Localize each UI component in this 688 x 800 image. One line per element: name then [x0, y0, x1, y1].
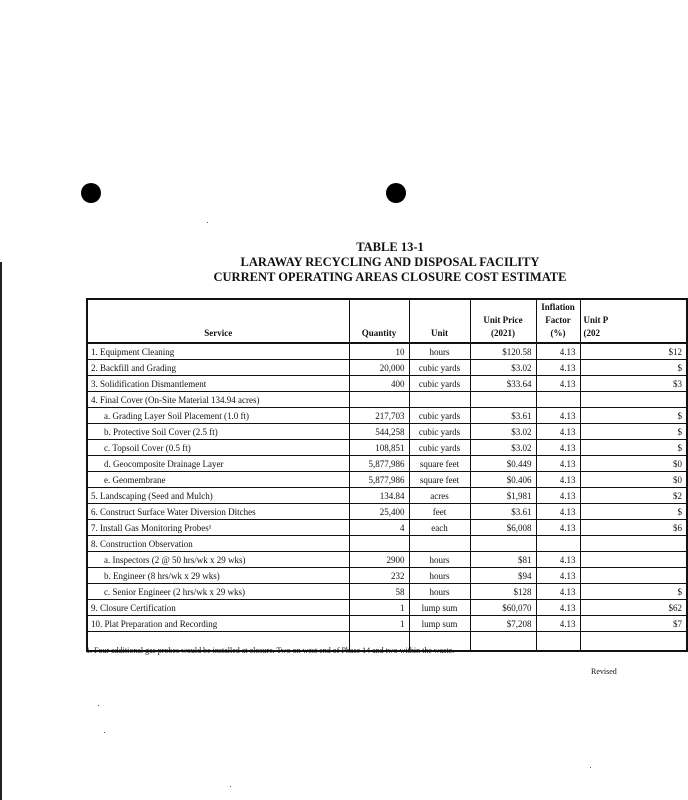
- cell-service: b. Protective Soil Cover (2.5 ft): [87, 424, 349, 440]
- cell-quantity: [349, 536, 409, 552]
- table-body: [87, 343, 687, 651]
- cell-unit: square feet: [409, 472, 470, 488]
- cell-quantity: 10: [349, 343, 409, 360]
- cell-quantity: 544,258: [349, 424, 409, 440]
- cell-unit: lump sum: [409, 616, 470, 632]
- scan-speck: [230, 786, 231, 787]
- cell-service: a. Grading Layer Soil Placement (1.0 ft): [87, 408, 349, 424]
- cell-inflation: [536, 392, 580, 408]
- cell-quantity: 2900: [349, 552, 409, 568]
- cell-unit-price-cut: $0: [580, 472, 687, 488]
- cell-unit-price: $94: [470, 568, 536, 584]
- header-unit-price-line2: (2021): [491, 328, 515, 338]
- punch-hole-left: [81, 183, 101, 203]
- scan-speck: [98, 705, 99, 706]
- cell-quantity: 20,000: [349, 360, 409, 376]
- footnote: 1. Four additional gas probes would be installed at closure. Two on west end of Phase 14 and two within the waste.: [86, 646, 455, 655]
- cell-inflation: 4.13: [536, 616, 580, 632]
- table-row: [87, 343, 687, 360]
- cell-service: d. Geocomposite Drainage Layer: [87, 456, 349, 472]
- cell-unit-price: $3.02: [470, 440, 536, 456]
- cell-unit: hours: [409, 343, 470, 360]
- cell-quantity: 108,851: [349, 440, 409, 456]
- cell-inflation: 4.13: [536, 424, 580, 440]
- cell-inflation: 4.13: [536, 584, 580, 600]
- cell-quantity: 25,400: [349, 504, 409, 520]
- cell-quantity: 58: [349, 584, 409, 600]
- cell-unit-price-cut: $12: [580, 343, 687, 360]
- cell-unit-price-cut: $: [580, 408, 687, 424]
- cell-inflation: 4.13: [536, 472, 580, 488]
- cell-unit: cubic yards: [409, 424, 470, 440]
- cell-unit-price-cut: $6: [580, 520, 687, 536]
- cell-unit-price-cut: $: [580, 584, 687, 600]
- cell-inflation: 4.13: [536, 376, 580, 392]
- table-row: [87, 552, 687, 568]
- cell-unit: [409, 536, 470, 552]
- cell-service: 3. Solidification Dismantlement: [87, 376, 349, 392]
- cell-unit-price: [470, 536, 536, 552]
- cell-unit-price: $7,208: [470, 616, 536, 632]
- scan-speck: [590, 767, 591, 768]
- cell-unit: feet: [409, 504, 470, 520]
- cell-inflation: 4.13: [536, 456, 580, 472]
- cell-unit-price: $3.02: [470, 360, 536, 376]
- cell-service: 5. Landscaping (Seed and Mulch): [87, 488, 349, 504]
- blank-cell: [470, 632, 536, 652]
- cell-unit: hours: [409, 552, 470, 568]
- table-row: [87, 472, 687, 488]
- cell-inflation: 4.13: [536, 408, 580, 424]
- page-edge-line: [0, 262, 2, 800]
- cell-service: 10. Plat Preparation and Recording: [87, 616, 349, 632]
- table-row: [87, 616, 687, 632]
- header-inflation: [536, 299, 580, 343]
- cell-unit: cubic yards: [409, 376, 470, 392]
- cell-quantity: 217,703: [349, 408, 409, 424]
- table-row: [87, 488, 687, 504]
- header-inflation-line2: Factor: [545, 315, 571, 325]
- cell-unit-price-cut: [580, 568, 687, 584]
- cell-unit-price: $3.02: [470, 424, 536, 440]
- cell-inflation: 4.13: [536, 520, 580, 536]
- cell-service: c. Topsoil Cover (0.5 ft): [87, 440, 349, 456]
- cell-unit-price: $33.64: [470, 376, 536, 392]
- cell-unit-price-cut: $: [580, 424, 687, 440]
- cell-inflation: 4.13: [536, 504, 580, 520]
- cell-service: 9. Closure Certification: [87, 600, 349, 616]
- cell-quantity: 1: [349, 616, 409, 632]
- header-unit-price-cut-line1: Unit P: [583, 315, 609, 325]
- header-row: [87, 299, 687, 343]
- cell-unit-price-cut: $62: [580, 600, 687, 616]
- cell-quantity: 5,877,986: [349, 472, 409, 488]
- cell-inflation: 4.13: [536, 360, 580, 376]
- cell-unit-price-cut: $: [580, 360, 687, 376]
- cell-unit-price-cut: [580, 392, 687, 408]
- cell-inflation: 4.13: [536, 440, 580, 456]
- cell-unit-price: $3.61: [470, 504, 536, 520]
- header-unit-price-line1: Unit Price: [483, 315, 523, 325]
- header-unit-price-cut: [580, 299, 687, 343]
- header-unit-price-cut-line2: (202: [583, 328, 600, 338]
- cell-unit-price-cut: $7: [580, 616, 687, 632]
- cell-quantity: 5,877,986: [349, 456, 409, 472]
- cell-unit-price: $120.58: [470, 343, 536, 360]
- cell-unit-price-cut: [580, 552, 687, 568]
- table-row: [87, 376, 687, 392]
- cell-unit-price-cut: $0: [580, 456, 687, 472]
- cell-unit-price: $1,981: [470, 488, 536, 504]
- header-unit: Unit: [409, 299, 470, 343]
- cell-quantity: [349, 392, 409, 408]
- cell-unit: hours: [409, 568, 470, 584]
- cell-service: b. Engineer (8 hrs/wk x 29 wks): [87, 568, 349, 584]
- cell-unit-price-cut: $3: [580, 376, 687, 392]
- cell-unit-price: $60,070: [470, 600, 536, 616]
- punch-hole-right: [386, 183, 406, 203]
- table-row: [87, 520, 687, 536]
- table-row: [87, 568, 687, 584]
- cell-unit-price-cut: $: [580, 504, 687, 520]
- cell-quantity: 134.84: [349, 488, 409, 504]
- cell-inflation: 4.13: [536, 568, 580, 584]
- cell-inflation: 4.13: [536, 552, 580, 568]
- table-row: [87, 408, 687, 424]
- table-row: [87, 536, 687, 552]
- cell-service: e. Geomembrane: [87, 472, 349, 488]
- cell-inflation: 4.13: [536, 488, 580, 504]
- table-row: [87, 456, 687, 472]
- table-row: [87, 360, 687, 376]
- cell-service: 6. Construct Surface Water Diversion Ditches: [87, 504, 349, 520]
- cell-service: 1. Equipment Cleaning: [87, 343, 349, 360]
- header-inflation-line3: (%): [550, 328, 566, 338]
- blank-cell: [536, 632, 580, 652]
- table-row: [87, 424, 687, 440]
- cell-service: 4. Final Cover (On-Site Material 134.94 acres): [87, 392, 349, 408]
- cell-unit-price-cut: [580, 536, 687, 552]
- scan-speck: [207, 222, 208, 223]
- cell-unit: cubic yards: [409, 408, 470, 424]
- table-number: TABLE 13-1: [356, 240, 424, 254]
- table-row: [87, 392, 687, 408]
- cost-estimate-table-wrapper: [86, 298, 682, 636]
- cell-unit-price: $0.449: [470, 456, 536, 472]
- cell-unit-price: $0.406: [470, 472, 536, 488]
- table-row: [87, 600, 687, 616]
- cell-unit: [409, 392, 470, 408]
- revised-note: Revised: [591, 667, 617, 676]
- cell-unit-price-cut: $: [580, 440, 687, 456]
- header-inflation-line1: Inflation: [541, 302, 575, 312]
- cell-service: 7. Install Gas Monitoring Probes¹: [87, 520, 349, 536]
- cell-unit: lump sum: [409, 600, 470, 616]
- cell-quantity: 232: [349, 568, 409, 584]
- cell-unit-price-cut: $2: [580, 488, 687, 504]
- cell-unit-price: $3.61: [470, 408, 536, 424]
- cell-unit-price: $128: [470, 584, 536, 600]
- scan-speck: [104, 732, 105, 733]
- cell-inflation: 4.13: [536, 600, 580, 616]
- table-title: CURRENT OPERATING AREAS CLOSURE COST ESTIMATE: [213, 270, 567, 284]
- cell-unit: cubic yards: [409, 440, 470, 456]
- cell-unit: cubic yards: [409, 360, 470, 376]
- cell-inflation: 4.13: [536, 343, 580, 360]
- blank-cell: [580, 632, 687, 652]
- header-quantity: Quantity: [349, 299, 409, 343]
- facility-name: LARAWAY RECYCLING AND DISPOSAL FACILITY: [240, 255, 540, 269]
- cell-unit: acres: [409, 488, 470, 504]
- cell-unit: each: [409, 520, 470, 536]
- table-row: [87, 504, 687, 520]
- cell-unit-price: $81: [470, 552, 536, 568]
- cell-unit: square feet: [409, 456, 470, 472]
- cell-service: c. Senior Engineer (2 hrs/wk x 29 wks): [87, 584, 349, 600]
- cell-unit: hours: [409, 584, 470, 600]
- cell-quantity: 1: [349, 600, 409, 616]
- cell-service: a. Inspectors (2 @ 50 hrs/wk x 29 wks): [87, 552, 349, 568]
- cell-inflation: [536, 536, 580, 552]
- cost-estimate-table: [86, 298, 688, 652]
- cell-service: 2. Backfill and Grading: [87, 360, 349, 376]
- table-row: [87, 584, 687, 600]
- cell-unit-price: $6,008: [470, 520, 536, 536]
- table-row: [87, 440, 687, 456]
- cell-quantity: 400: [349, 376, 409, 392]
- cell-service: 8. Construction Observation: [87, 536, 349, 552]
- header-service: Service: [87, 299, 349, 343]
- cell-unit-price: [470, 392, 536, 408]
- header-unit-price: [470, 299, 536, 343]
- cell-quantity: 4: [349, 520, 409, 536]
